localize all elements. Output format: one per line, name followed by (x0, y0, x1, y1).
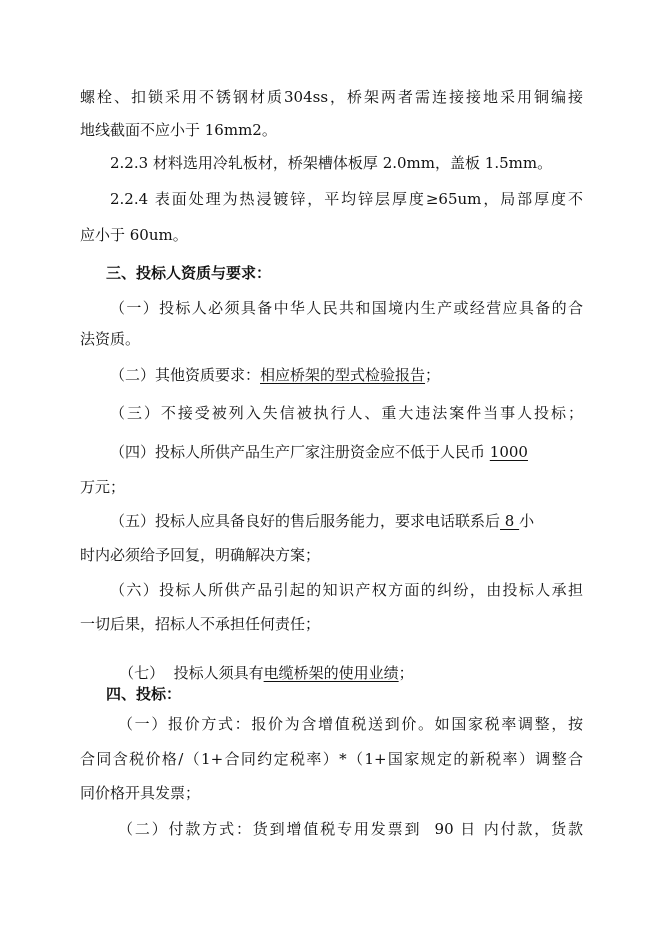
paragraph-line: 2.2.3 材料选用冷轧板材，桥架槽体板厚 2.0mm，盖板 1.5mm。 (110, 154, 553, 172)
paragraph-line: 应小于 60um。 (80, 226, 188, 244)
text: （五）投标人应具备良好的售后服务能力，要求电话联系后 (110, 512, 501, 530)
underlined-text: 1000 (489, 443, 528, 461)
section-heading: 四、投标： (106, 685, 182, 703)
text: ； (425, 366, 441, 384)
text: （七） 投标人须具有 (119, 664, 264, 682)
paragraph-line (110, 510, 613, 532)
underlined-text: 电缆桥架的使用业绩 (263, 664, 399, 682)
paragraph-line (110, 441, 613, 463)
text: （二）其他资质要求： (110, 366, 261, 384)
paragraph-line: 合同含税价格/（1+合同约定税率）*（1+国家规定的新税率）调整合 (80, 750, 583, 768)
paragraph-line: 螺栓、扣锁采用不锈钢材质304ss，桥架两者需连接接地采用铜编接 (80, 88, 583, 106)
paragraph-line: 时内必须给予回复，明确解决方案； (80, 546, 321, 564)
paragraph-line: （三）不接受被列入失信被执行人、重大违法案件当事人投标； (110, 404, 583, 422)
paragraph-line: （六）投标人所供产品引起的知识产权方面的纠纷，由投标人承担 (110, 581, 583, 599)
paragraph-line: （一）投标人必须具备中华人民共和国境内生产或经营应具备的合 (110, 299, 583, 317)
paragraph-line: （一）报价方式：报价为含增值税送到价。如国家税率调整，按 (118, 715, 583, 733)
paragraph-line: 法资质。 (80, 330, 141, 348)
paragraph-line: 同价格开具发票； (80, 784, 201, 802)
paragraph-line (100, 640, 603, 682)
text: （四）投标人所供产品生产厂家注册资金应不低于人民币 (110, 443, 490, 461)
section-heading: 三、投标人资质与要求： (106, 264, 272, 282)
underlined-text: 8 (500, 512, 520, 530)
paragraph-line: 一切后果，招标人不承担任何责任； (80, 615, 321, 633)
paragraph-line: 万元； (80, 478, 126, 496)
paragraph-line: （二）付款方式：货到增值税专用发票到 90 日 内付款，货款 (118, 820, 583, 838)
paragraph-line (110, 364, 613, 386)
paragraph-line: 地线截面不应小于 16mm2。 (80, 121, 277, 139)
paragraph-line: 2.2.4 表面处理为热浸镀锌，平均锌层厚度≥65um，局部厚度不 (110, 190, 583, 208)
underlined-text: 相应桥架的型式检验报告 (260, 366, 426, 384)
text: 小 (519, 512, 535, 530)
text: ； (398, 664, 414, 682)
